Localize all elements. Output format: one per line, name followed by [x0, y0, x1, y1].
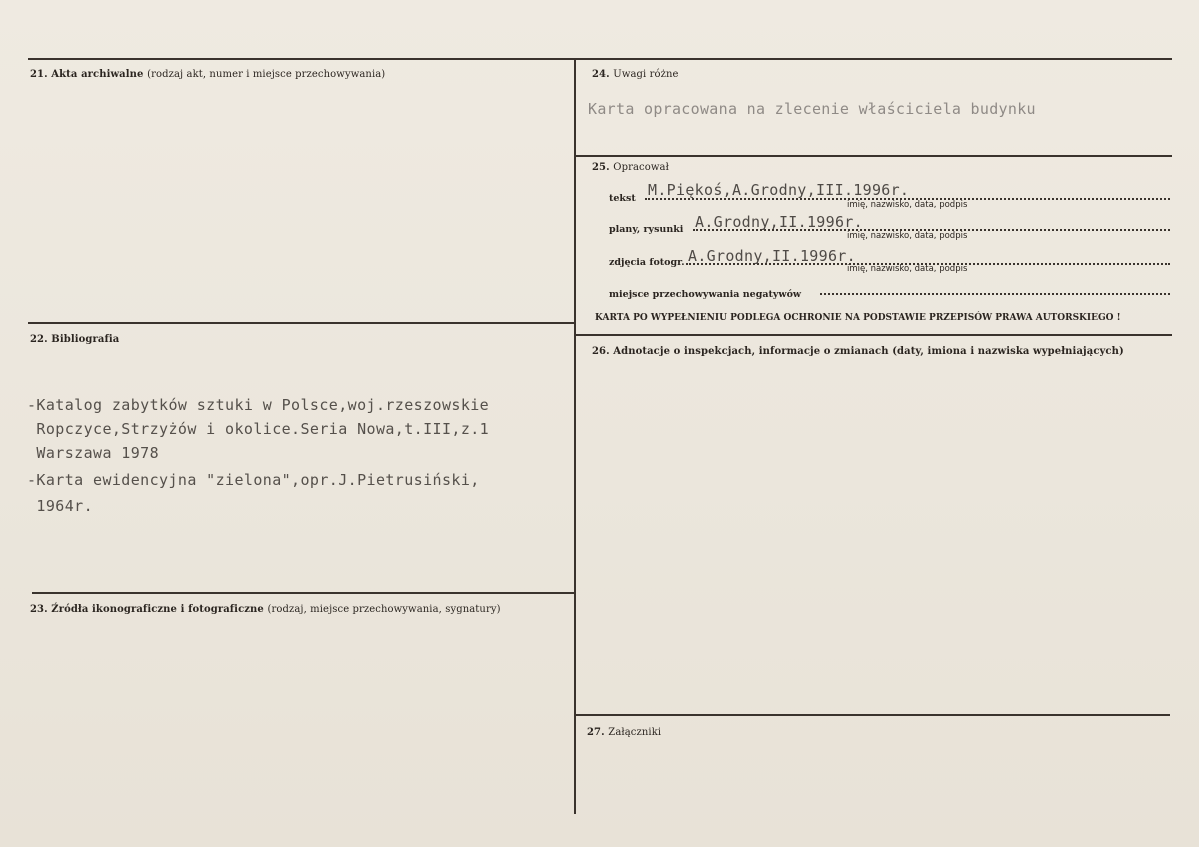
section-24-value: Karta opracowana na zlecenie właściciela budynku: [588, 100, 1036, 118]
section-22-number: 22.: [30, 334, 48, 345]
bibliography-line-1: -Katalog zabytków sztuki w Polsce,woj.rzeszowskie: [27, 396, 490, 414]
bibliography-line-5: 1964r.: [27, 497, 94, 515]
rule-22-23: [32, 592, 576, 594]
section-27-number: 27.: [587, 727, 605, 738]
negatives-storage-dotted-line: [820, 293, 1170, 295]
section-22-title: Bibliografia: [51, 334, 120, 345]
rule-21-22: [28, 322, 576, 324]
copyright-warning: KARTA PO WYPEŁNIENIU PODLEGA OCHRONIE NA PODSTAWIE PRZEPISÓW PRAWA AUTORSKIEGO !: [595, 313, 1121, 323]
rule-24-25: [576, 155, 1172, 157]
author-text-hint: imię, nazwisko, data, podpis: [847, 200, 968, 210]
bibliography-line-4: -Karta ewidencyjna "zielona",opr.J.Pietrusiński,: [27, 471, 480, 489]
bibliography-line-3: Warszawa 1978: [27, 444, 160, 462]
top-rule-left: [28, 58, 576, 60]
section-21-hint: (rodzaj akt, numer i miejsce przechowywania): [147, 69, 386, 80]
negatives-storage-label: miejsce przechowywania negatywów: [609, 289, 802, 300]
section-26-number: 26.: [592, 346, 610, 357]
section-27-title: Załączniki: [608, 727, 662, 738]
photos-value: A.Grodny,II.1996r.: [688, 247, 856, 265]
top-rule-right: [576, 58, 1172, 60]
plans-drawings-value: A.Grodny,II.1996r.: [695, 213, 863, 231]
section-27-heading: [587, 727, 661, 738]
section-23-heading: [30, 604, 501, 615]
author-text-label: tekst: [609, 193, 636, 204]
rule-26-27: [576, 714, 1170, 716]
rule-25-26: [576, 334, 1172, 336]
section-24-number: 24.: [592, 69, 610, 80]
center-divider: [574, 58, 576, 814]
section-26-title: Adnotacje o inspekcjach, informacje o zmianach: [613, 346, 889, 357]
section-21-title: Akta archiwalne: [51, 69, 144, 80]
section-23-hint: (rodzaj, miejsce przechowywania, sygnatury): [267, 604, 501, 615]
photos-hint: imię, nazwisko, data, podpis: [847, 264, 968, 274]
section-26-hint: (daty, imiona i nazwiska wypełniających): [892, 346, 1124, 357]
section-26-heading: [592, 346, 1124, 357]
section-25-title: Opracował: [613, 162, 669, 173]
section-24-title: Uwagi różne: [613, 69, 679, 80]
section-25-number: 25.: [592, 162, 610, 173]
section-22-heading: [30, 334, 119, 345]
bibliography-line-2: Ropczyce,Strzyżów i okolice.Seria Nowa,t.III,z.1: [27, 420, 490, 438]
photos-label: zdjęcia fotogr.: [609, 257, 685, 268]
section-21-heading: [30, 69, 385, 80]
section-25-heading: [592, 162, 669, 173]
plans-drawings-label: plany, rysunki: [609, 224, 684, 235]
section-21-number: 21.: [30, 69, 48, 80]
plans-drawings-hint: imię, nazwisko, data, podpis: [847, 231, 968, 241]
section-23-title: Źródła ikonograficzne i fotograficzne: [51, 604, 264, 615]
section-24-heading: [592, 69, 679, 80]
author-text-value: M.Piękoś,A.Grodny,III.1996r.: [648, 181, 910, 199]
section-23-number: 23.: [30, 604, 48, 615]
